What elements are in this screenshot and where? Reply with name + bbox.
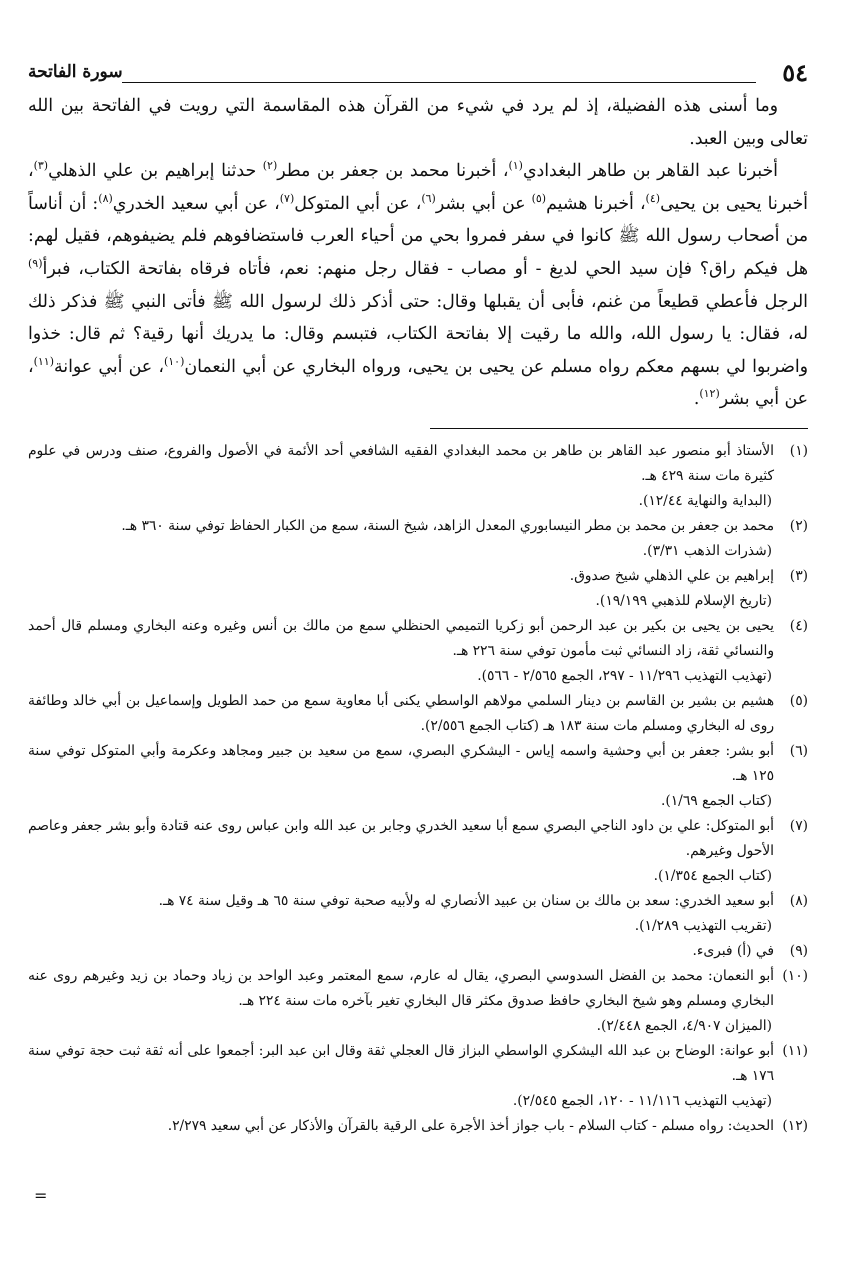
footnote-ref: (٨) [98,192,113,206]
hadith-text: ، عن أبي عوانة [54,356,164,377]
footnote-source: (كتاب الجمع ١/٣٥٤). [653,867,772,884]
hadith-text: ، عن أبي سعيد الخدري [112,193,280,214]
footnote-source: (تهذيب التهذيب ١١/١١٦ - ١٢٠، الجمع ٢/٥٤٥). [512,1092,772,1109]
footnote-ref: (١٢) [699,387,720,401]
hadith-text: ، أخبرنا هشيم [546,193,646,214]
footnote-number: (٩) [789,942,808,959]
footnote-text: في (أ) فبرىء. [692,942,774,959]
footnote-text: أبو عوانة: الوضاح بن عبد الله اليشكري الواسطي البزاز قال العجلي ثقة وقال ابن عبد البر: أجمعوا على أنه ثقة ثبت حجة توفي سنة ١٧٦ هـ. [28,1042,774,1084]
footnote-number: (٨) [789,892,808,909]
footnote-ref: (٩) [28,257,43,271]
footnote-separator [430,428,808,429]
hadith-text: الرجل فأعطي قطيعاً من غنم، فأبى أن يقبلها وقال: حتى أذكر ذلك لرسول الله ﷺ فأتى النبي ﷺ فذكر ذلك له، فقال: يا رسول الله، والله ما رقيت إلا بفاتحة الكتاب، فتبسم وقال: ما يدريك أنها رقية؟ ثم قال: خذوا واضربوا لي بسهم معكم رواه مسلم عن يحيى بن يحيى، ورواه البخاري عن أبي النعمان [28,291,808,377]
footnote [28,939,808,964]
hadith-text: : أن أناساً من أصحاب رسول الله ﷺ كانوا في سفر فمروا بحي من أحياء العرب فاستضافوهم فلم يضيفوهم، فقيل لهم: هل فيكم راق؟ فإن سيد الحي لديغ - أو مصاب - فقال رجل منهم: نعم، فأتاه فرقاه بفاتحة الكتاب، فبرأ [28,193,808,279]
footnote-ref: (٤) [645,192,661,206]
footnote-ref: (٣) [33,159,49,173]
footnote-ref: (٢) [262,159,278,173]
footnote [28,514,808,564]
footnote-number: (١٠) [782,967,808,984]
footnote-ref: (٥) [531,192,547,206]
hadith-text: عن أبي بشر [435,193,532,214]
footnote-ref: (١) [508,159,523,173]
footnote-text: الحديث: رواه مسلم - كتاب السلام - باب جواز أخذ الأجرة على الرقية بالقرآن والأذكار عن أبي سعيد ٢/٢٧٩. [167,1117,774,1134]
footnote-number: (١١) [782,1042,808,1059]
footnote-text: أبو النعمان: محمد بن الفضل السدوسي البصري، يقال له عارم، سمع المعتمر وعبد الواحد بن زياد وحماد بن زيد وغيرهم روى عنه البخاري ومسلم وهو شيخ البخاري حافظ صدوق مكثر قال البخاري تغير بآخره مات سنة ٢٢٤ هـ. [28,967,774,1009]
footnote-text: الأستاذ أبو منصور عبد القاهر بن طاهر بن محمد البغدادي الفقيه الشافعي أحد الأئمة في الأصول والفروع، صنف ودرس في علوم كثيرة مات سنة ٤٢٩ هـ. [28,442,774,484]
footnote-source: (شذرات الذهب ٣/٣١). [642,542,772,559]
page-number: ٥٤ [782,58,808,87]
footnote-text: يحيى بن يحيى بن بكير بن عبد الرحمن أبو زكريا التميمي الحنظلي سمع من مالك بن أنس وغيره وعنه البخاري ومسلم قال أحمد والنسائي ثقة، زاد النسائي ثبت مأمون توفي سنة ٢٢٦ هـ. [28,617,774,659]
footnote-source: (تاريخ الإسلام للذهبي ١٩/١٩٩). [595,592,772,609]
hadith-text: حدثنا إبراهيم بن علي الذهلي [48,161,263,182]
footnote-source: (البداية والنهاية ١٢/٤٤). [638,492,772,509]
footnote-number: (٤) [789,617,808,634]
hadith-text: . [693,389,700,410]
hadith-text: ، عن أبي بشر [28,356,808,410]
footnote [28,739,808,814]
paragraph-intro: وما أسنى هذه الفضيلة، إذ لم يرد في شيء من القرآن هذه المقاسمة التي رويت في الفاتحة بين الله تعالى وبين العبد. [28,96,808,149]
running-header [28,58,808,90]
footnote-text: أبو بشر: جعفر بن أبي وحشية واسمه إياس - اليشكري البصري، سمع من سعيد بن جبير ومجاهد وعكرمة وأبي المتوكل توفي سنة ١٢٥ هـ. [28,742,774,784]
footnote-number: (٥) [789,692,808,709]
footnote-source: (تقريب التهذيب ١/٢٨٩). [634,917,772,934]
footnote-source: (كتاب الجمع ١/٦٩). [660,792,772,809]
footnote-text: هشيم بن بشير بن القاسم بن دينار السلمي مولاهم الواسطي يكنى أبا معاوية سمع من حمد الطويل وإسماعيل بن أبي خالد وطائفة روى له البخاري ومسلم مات سنة ١٨٣ هـ (كتاب الجمع ٢/٥٥٦). [28,692,774,734]
footnote-ref: (٦) [421,192,436,206]
footnote-number: (٣) [789,567,808,584]
main-text [28,90,808,416]
footnote-text: أبو سعيد الخدري: سعد بن مالك بن سنان بن عبيد الأنصاري له ولأبيه صحبة توفي سنة ٦٥ هـ وقيل سنة ٧٤ هـ. [158,892,774,909]
footnote [28,1039,808,1114]
footnote-number: (٦) [789,742,808,759]
footnotes [28,439,808,1139]
hadith-text: أخبرنا عبد القاهر بن طاهر البغدادي [522,161,778,182]
footnote [28,614,808,689]
footnote-number: (٢) [789,517,808,534]
footnote-text: أبو المتوكل: علي بن داود الناجي البصري سمع أبا سعيد الخدري وجابر بن عبد الله وابن عباس روى عنه قتادة وأبو بشر جعفر وعاصم الأحول وغيرهم. [28,817,774,859]
hadith-text: ، أخبرنا محمد بن جعفر بن مطر [277,161,509,182]
margin-marker: = [34,1186,48,1205]
hadith-text: ، عن أبي المتوكل [294,193,422,214]
hadith-text: ، أخبرنا يحيى بن يحيى [28,161,808,214]
footnote-number: (٧) [789,817,808,834]
footnote [28,964,808,1039]
footnote-text: محمد بن جعفر بن محمد بن مطر النيسابوري المعدل الزاهد، شيخ السنة، سمع من الكبار الحفاظ توفي سنة ٣٦٠ هـ. [121,517,774,534]
footnote-source: (الميزان ٤/٩٠٧، الجمع ٢/٤٤٨). [596,1017,772,1034]
footnote-number: (١) [789,442,808,459]
footnote [28,439,808,514]
footnote [28,564,808,614]
book-page [28,58,808,1139]
footnote [28,1114,808,1139]
footnote-ref: (١١) [33,354,54,368]
paragraph-hadith [28,155,808,416]
footnote-ref: (٧) [279,192,295,206]
surah-title: سورة الفاتحة [28,62,123,82]
footnote-ref: (١٠) [163,354,185,368]
footnote [28,689,808,739]
footnote-number: (١٢) [782,1117,808,1134]
footnote [28,889,808,939]
footnote-text: إبراهيم بن علي الذهلي شيخ صدوق. [569,567,774,584]
header-rule [122,82,756,83]
footnote [28,814,808,889]
footnote-source: (تهذيب التهذيب ١١/٢٩٦ - ٢٩٧، الجمع ٢/٥٦٥ - ٥٦٦). [477,667,772,684]
